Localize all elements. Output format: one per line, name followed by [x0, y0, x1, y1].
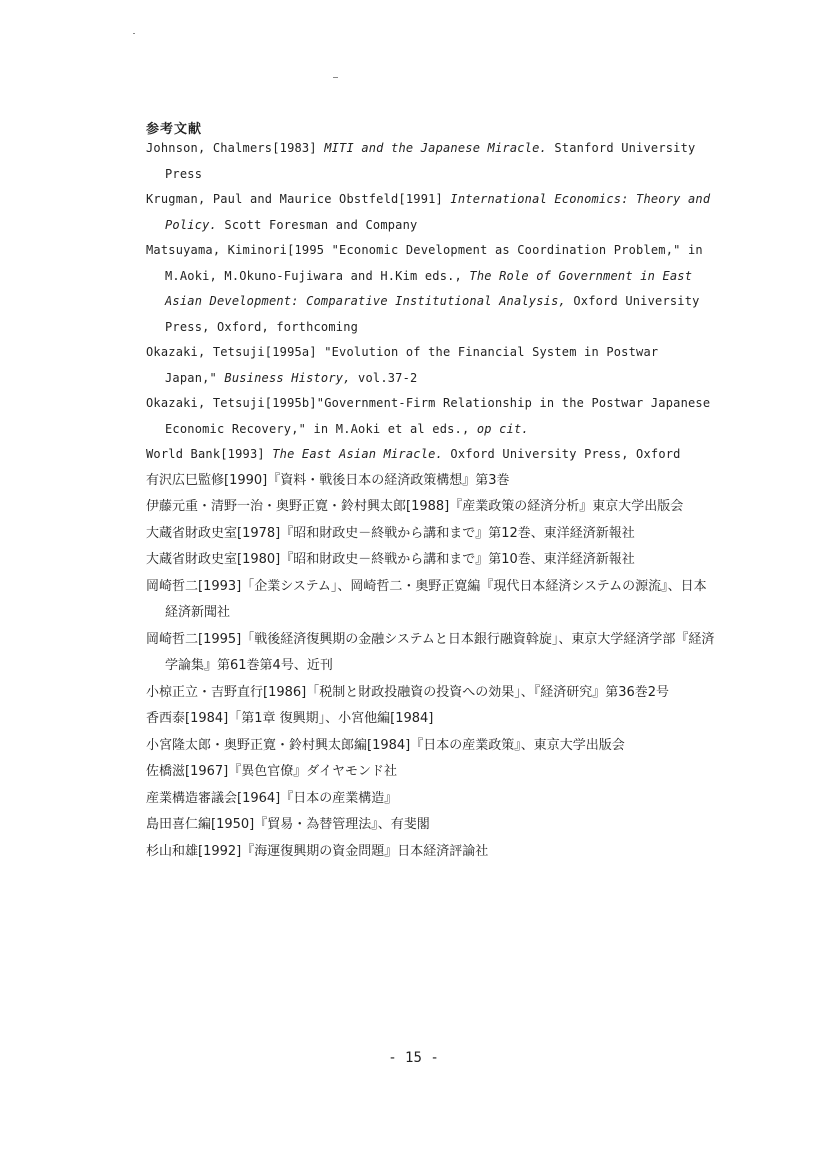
reference-text: 香西泰[1984]「第1章 復興期」、小宮他編[1984] — [146, 711, 434, 726]
reference-text: Okazaki, Tetsuji[1995a] "Evolution of the Financial System in Postwar Japan," — [146, 345, 659, 385]
reference-text: 有沢広巳監修[1990]『資料・戦後日本の経済政策構想』第3巻 — [146, 472, 510, 488]
reference-entry — [146, 442, 716, 468]
scan-speck — [133, 33, 135, 34]
reference-text: 大蔵省財政史室[1980]『昭和財政史－終戦から講和まで』第10巻、東洋経済新報社 — [146, 552, 635, 567]
reference-title: International Economics: Theory and Policy. — [165, 192, 711, 232]
reference-text: Oxford University Press, Oxford, forthcoming — [165, 294, 700, 334]
reference-entry — [146, 521, 716, 548]
reference-text: 岡崎哲二[1993]「企業システム」、岡崎哲二・奥野正寛編『現代日本経済システムの源流』、日本経済新聞社 — [146, 578, 707, 620]
reference-text: 伊藤元重・清野一治・奥野正寛・鈴村興太郎[1988]『産業政策の経済分析』東京大学出版会 — [146, 499, 684, 514]
reference-text: 産業構造審議会[1964]『日本の産業構造』 — [146, 790, 398, 806]
reference-text: 島田喜仁編[1950]『貿易・為替管理法』、有斐閣 — [146, 817, 430, 832]
reference-text: Johnson, Chalmers[1983] — [146, 141, 325, 155]
reference-entry — [146, 812, 716, 839]
reference-text: Stanford University Press — [165, 141, 696, 181]
reference-text: Matsuyama, Kiminori[1995 "Economic Development as Coordination Problem," in M.Aoki, M.Okuno-Fujiwara and H.Kim eds., — [146, 243, 703, 283]
reference-entry — [146, 136, 716, 187]
reference-text: 小宮隆太郎・奥野正寛・鈴村興太郎編[1984]『日本の産業政策』、東京大学出版会 — [146, 737, 625, 753]
reference-text: Krugman, Paul and Maurice Obstfeld[1991] — [146, 192, 451, 206]
scan-speck — [333, 77, 338, 78]
reference-entry — [146, 547, 716, 574]
reference-text: 佐橋滋[1967]『異色官僚』ダイヤモンド社 — [146, 764, 397, 779]
reference-entry — [146, 187, 716, 238]
reference-text: Oxford University Press, Oxford — [443, 447, 681, 461]
reference-entry — [146, 786, 716, 813]
reference-entry — [146, 839, 716, 866]
section-heading: 参考文献 — [146, 122, 203, 137]
reference-title: Business History, — [224, 370, 351, 385]
reference-text: 岡崎哲二[1995]「戦後経済復興期の金融システムと日本銀行融資斡旋」、東京大学経済学部『経済学論集』第61巻第4号、近刊 — [146, 631, 715, 673]
reference-title: op cit. — [476, 421, 529, 436]
reference-entry — [146, 706, 716, 733]
reference-list — [146, 136, 716, 865]
reference-text: vol.37-2 — [350, 370, 418, 385]
reference-title: The East Asian Miracle. — [272, 447, 443, 461]
reference-text: Scott Foresman and Company — [216, 217, 418, 232]
reference-entry — [146, 574, 716, 627]
reference-entry — [146, 733, 716, 760]
reference-entry — [146, 627, 716, 680]
reference-text: 大蔵省財政史室[1978]『昭和財政史－終戦から講和まで』第12巻、東洋経済新報社 — [146, 525, 635, 541]
reference-entry — [146, 340, 716, 391]
reference-text: 杉山和雄[1992]『海運復興期の資金問題』日本経済評論社 — [146, 843, 489, 859]
reference-text: 小椋正立・吉野直行[1986]「税制と財政投融資の投資への効果」、『経済研究』第36巻2号 — [146, 684, 670, 700]
reference-title: MITI and the Japanese Miracle. — [324, 141, 547, 155]
reference-entry — [146, 391, 716, 442]
reference-title: The Role of Government in East Asian Development: Comparative Institutional Analysis, — [165, 268, 693, 308]
reference-entry — [146, 759, 716, 786]
reference-entry — [146, 238, 716, 340]
reference-entry — [146, 494, 716, 521]
reference-entry — [146, 468, 716, 495]
page-number: - 15 - — [388, 1050, 439, 1066]
reference-text: Okazaki, Tetsuji[1995b]"Government-Firm Relationship in the Postwar Japanese Economic Recovery," in M.Aoki et al eds., — [146, 396, 711, 436]
reference-text: World Bank[1993] — [146, 447, 273, 461]
reference-entry — [146, 680, 716, 707]
